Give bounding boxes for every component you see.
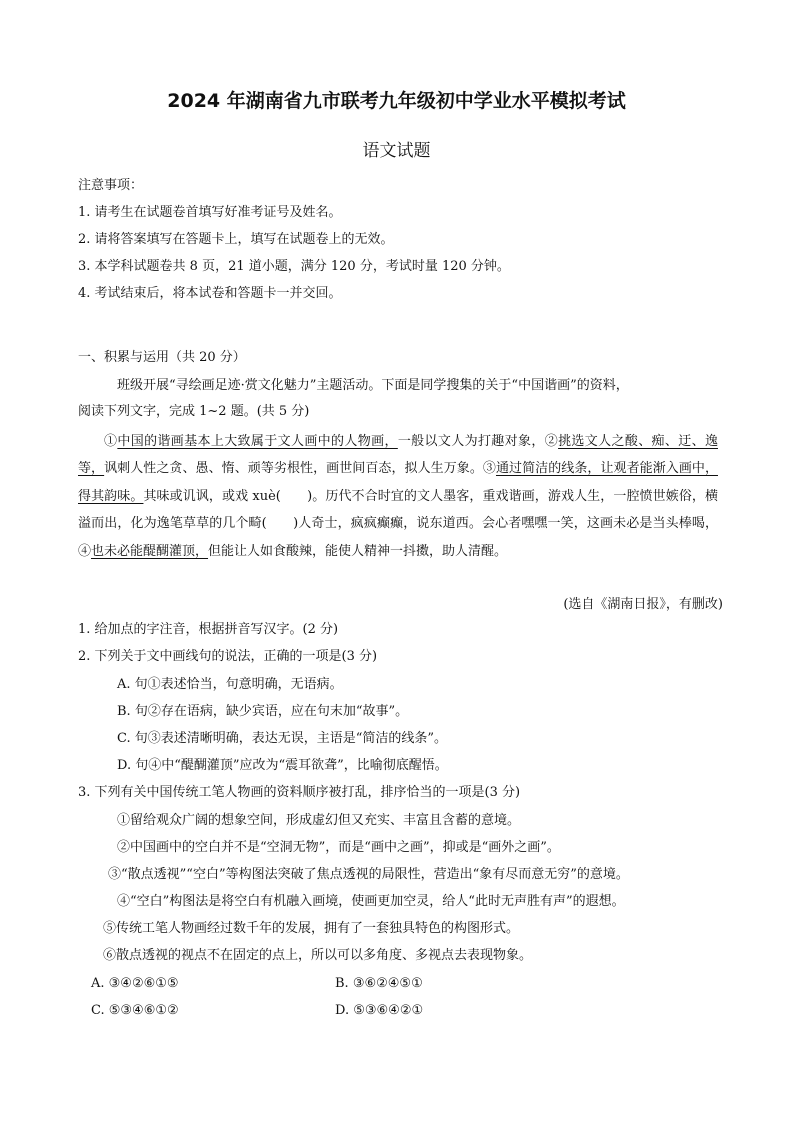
exam-title: 2024 年湖南省九市联考九年级初中学业水平模拟考试 — [167, 90, 626, 112]
passage-text: 其味或讥讽，或戏 xuè( )。历代不合时宜的文人墨客，重戏谐画，游戏人生，一腔愤世嫉俗，横溢而出，化为逸笔草草的几个畸( )人奇士，疯疯癫癫，说东道西。会心者嘿嘿一笑，这画未必是当头棒喝，④ — [78, 488, 718, 559]
notice-item: 4. 考试结束后，将本试卷和答题卡一并交回。 — [78, 286, 342, 301]
q3-item: ③“散点透视”“空白”等构图法突破了焦点透视的局限性，营造出“象有尽而意无穷”的意境。 — [108, 867, 629, 882]
notice-heading: 注意事项： — [78, 178, 144, 193]
notice-item: 3. 本学科试题卷共 8 页，21 道小题，满分 120 分，考试时量 120 分钟。 — [78, 259, 510, 274]
q3-item: ④“空白”构图法是将空白有机融入画境，使画更加空灵，给人“此时无声胜有声”的遐想。 — [117, 894, 625, 909]
q3-item: ①留给观众广阔的想象空间，形成虚幻但又充实、丰富且含蓄的意境。 — [117, 813, 521, 828]
exam-subtitle: 语文试题 — [362, 141, 431, 161]
question-2-stem: 2. 下列关于文中画线句的说法，正确的一项是(3 分) — [78, 649, 378, 664]
section-heading: 一、积累与运用（共 20 分） — [78, 350, 246, 365]
reading-passage — [78, 428, 718, 565]
q3-item: ②中国画中的空白并不是“空洞无物”，而是“画中之画”，抑或是“画外之画”。 — [117, 840, 560, 855]
q2-option-b: B. 句②存在语病，缺少宾语，应在句末加“故事”。 — [117, 704, 409, 719]
underlined-sentence-2: 挑选文人之酸、痴、迂、逸等， — [78, 434, 718, 477]
q3-option-c: C. ⑤③④⑥①② — [91, 1003, 179, 1018]
q3-option-a: A. ③④②⑥①⑤ — [91, 976, 179, 991]
section-intro: 阅读下列文字，完成 1~2 题。(共 5 分) — [78, 404, 310, 419]
q2-option-d: D. 句④中“醍醐灌顶”应改为“震耳欲聋”，比喻彻底醒悟。 — [117, 758, 448, 773]
passage-text: ① — [104, 434, 118, 449]
q2-option-a: A. 句①表述恰当，句意明确，无语病。 — [117, 677, 343, 692]
q3-option-d: D. ⑤③⑥④②① — [335, 1003, 424, 1018]
question-1: 1. 给加点的字注音，根据拼音写汉字。(2 分) — [78, 622, 339, 637]
q2-option-c: C. 句③表述清晰明确，表达无误，主语是“简洁的线条”。 — [117, 731, 448, 746]
q3-item: ⑤传统工笔人物画经过数千年的发展，拥有了一套独具特色的构图形式。 — [103, 921, 520, 936]
notice-item: 1. 请考生在试题卷首填写好准考证号及姓名。 — [78, 205, 342, 220]
section-intro: 班级开展“寻绘画足迹·赏文化魅力”主题活动。下面是同学搜集的关于“中国谐画”的资料， — [117, 378, 629, 393]
question-3-stem: 3. 下列有关中国传统工笔人物画的资料顺序被打乱，排序恰当的一项是(3 分) — [78, 785, 521, 800]
passage-text: 但能让人如食酸辣，能使人精神一抖擞，助人清醒。 — [208, 543, 508, 559]
underlined-sentence-4: 也未必能醍醐灌顶， — [91, 543, 209, 559]
q3-item: ⑥散点透视的视点不在固定的点上，所以可以多角度、多视点去表现物象。 — [103, 948, 533, 963]
passage-source: (选自《湖南日报》，有删改) — [563, 597, 723, 612]
q3-option-b: B. ③⑥②④⑤① — [335, 976, 423, 991]
passage-text: 讽刺人性之贪、愚、惰、顽等劣根性，画世间百态，拟人生万象。③ — [104, 461, 496, 477]
underlined-sentence-1: 中国的谐画基本上大致属于文人画中的人物画， — [117, 434, 398, 449]
notice-item: 2. 请将答案填写在答题卡上，填写在试题卷上的无效。 — [78, 232, 394, 247]
passage-text: 一般以文人为打趣对象，② — [397, 434, 559, 449]
underlined-sentence-3: 通过简洁的线条，让观者能渐入画中，得其韵味。 — [78, 461, 718, 504]
